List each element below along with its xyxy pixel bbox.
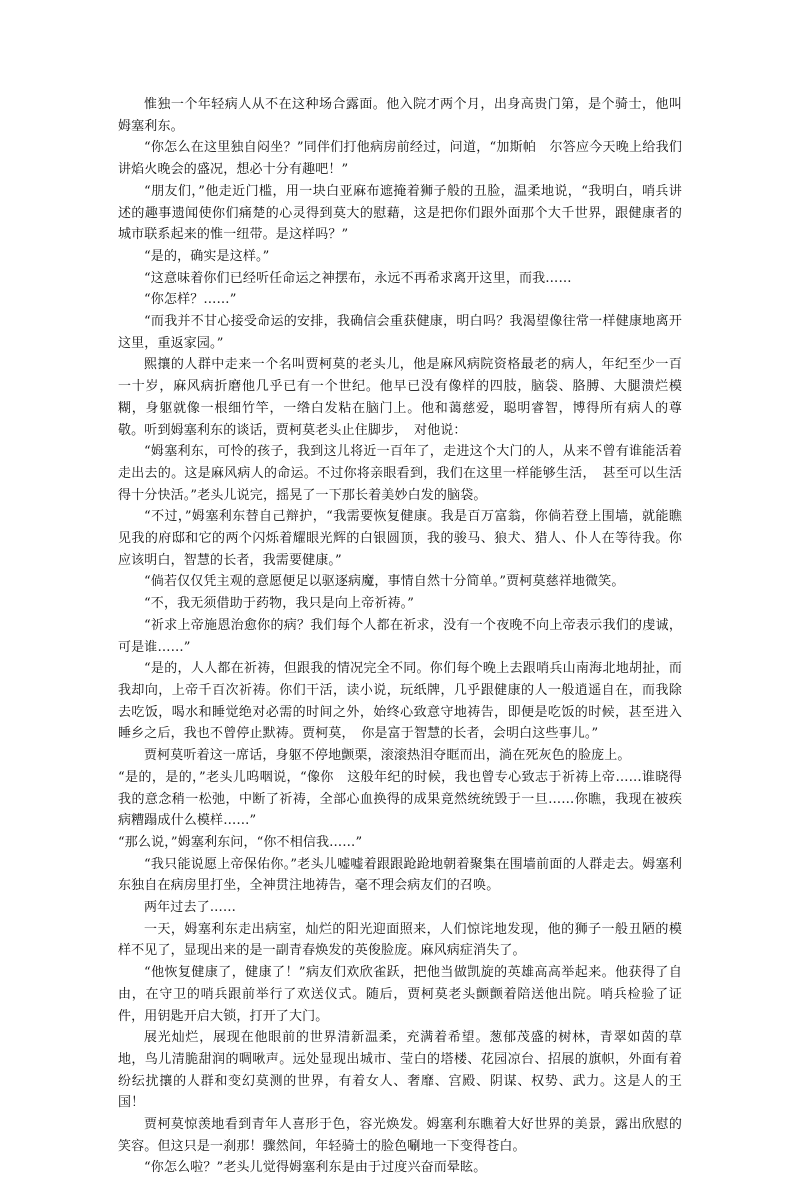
paragraph: “我只能说愿上帝保佑你。”老头儿嘘嘘着跟跟跄跄地朝着聚集在围墙前面的人群走去。姆塞利东独自在病房里打坐，全神贯注地祷告，毫不理会病友们的召唤。 [118,856,682,894]
paragraph: “朋友们，”他走近门槛，用一块白亚麻布遮掩着狮子般的丑脸，温柔地说，“我明白，哨兵讲述的趣事遗闻使你们痛楚的心灵得到莫大的慰藉，这是把你们跟外面那个大千世界，跟健康者的城市联系起来的惟一纽带。是这样吗？” [118,183,682,243]
paragraph: “你怎么在这里独自闷坐？”同伴们打他病房前经过，问道，“加斯帕 尔答应今天晚上给我们讲焰火晚会的盛况，想必十分有趣吧！” [118,140,682,178]
paragraph: “这意味着你们已经听任命运之神摆布，永远不再希求离开这里，而我…… [144,270,572,286]
paragraph: 两年过去了…… [144,900,237,916]
paragraph: “你怎样？……” [144,292,237,308]
paragraph: “不，我无须借助于药物，我只是向上帝祈祷。” [144,596,415,612]
paragraph: “姆塞利东，可怜的孩子，我到这儿将近一百年了，走进这个大门的人，从来不曾有谁能活着走出去的。这是麻风病人的命运。不过你将亲眼看到，我们在这里一样能够生活， 甚至可以生活得十分快活。”老头儿说完，摇晃了一下那长着美妙白发的脑袋。 [118,444,682,503]
paragraph: “你怎么啦？”老头儿觉得姆塞利东是由于过度兴奋而晕眩。 [144,1160,487,1176]
paragraph: “祈求上帝施恩治愈你的病？我们每个人都在祈求，没有一个夜晚不向上帝表示我们的虔诚，可是谁……” [118,617,682,655]
paragraph: “是的，人人都在祈祷，但跟我的情况完全不同。你们每个晚上去跟哨兵山南海北地胡扯，而我却向，上帝千百次祈祷。你们干活，读小说，玩纸牌，几乎跟健康的人一般逍遥自在，而我除去吃饭，喝水和睡觉绝对必需的时间之外，始终心致意守地祷告，即便是吃饭的时候，甚至进入睡乡之后，我也不曾停止默祷。贾柯莫， 你是富于智慧的长者，会明白这些事儿。” [118,661,682,742]
paragraph: “那么说，”姆塞利东问，“你不相信我……” [118,834,363,850]
paragraph: “是的，确实是这样。” [144,248,270,264]
paragraph: “而我并不甘心接受命运的安排，我确信会重获健康，明白吗？我渴望像往常一样健康地离开这里，重返家园。” [118,314,682,351]
story-text [118,94,682,1179]
paragraph: “他恢复健康了，健康了！”病友们欢欣雀跃，把他当做凯旋的英雄高高举起来。他获得了自由，在守卫的哨兵跟前举行了欢送仪式。随后，贾柯莫老头颤颤着陪送他出院。哨兵检验了证件，用钥匙开启大锁，打开了大门。 [118,965,682,1024]
paragraph: 惟独一个年轻病人从不在这种场合露面。他入院才两个月，出身高贵门第，是个骑士，他叫姆塞利东。 [118,97,682,134]
paragraph: 展光灿烂，展现在他眼前的世界清新温柔，充满着希望。葱郁茂盛的树林，青翠如茵的草地，鸟儿清脆甜润的啁啾声。远处显现出城市、莹白的塔楼、花园凉台、招展的旗帜，外面有着纷纭扰攘的人群和变幻莫测的世界，有着女人、奢靡、宫殿、阴谋、权势、武力。这是人的王国！ [118,1030,682,1111]
paragraph: 贾柯莫听着这一席话，身躯不停地颤栗，滚滚热泪夺眶而出，淌在死灰色的脸庞上。 [144,748,631,764]
paragraph: “不过，”姆塞利东替自己辩护，“我需要恢复健康。我是百万富翁，你倘若登上围墙，就能瞧见我的府邸和它的两个闪烁着耀眼光辉的白银圆顶，我的骏马、狼犬、猎人、仆人在等待我。你应该明白，智慧的长者，我需要健康。” [118,509,682,568]
paragraph: “倘若仅仅凭主观的意愿便足以驱逐病魔，事情自然十分简单。”贾柯莫慈祥地微笑。 [144,574,625,590]
paragraph: “是的，是的，”老头儿呜咽说，“像你 这般年纪的时候，我也曾专心致志于祈祷上帝……谁晓得我的意念稍一松弛，中断了祈祷，全部心血换得的成果竟然统统毁于一旦……你瞧，我现在被疾病糟蹋成什么模样……” [118,769,682,829]
paragraph: 一天，姆塞利东走出病室，灿烂的阳光迎面照来，人们惊诧地发现，他的狮子一般丑陋的模样不见了，显现出来的是一副青春焕发的英俊脸庞。麻风病症消失了。 [118,921,682,959]
paragraph: 贾柯莫惊羡地看到青年人喜形于色，容光焕发。姆塞利东瞧着大好世界的美景，露出欣慰的笑容。但这只是一刹那！骤然间，年轻骑士的脸色唰地一下变得苍白。 [118,1117,682,1154]
paragraph: 熙攘的人群中走来一个名叫贾柯莫的老头儿，他是麻风病院资格最老的病人，年纪至少一百一十岁，麻风病折磨他几乎已有一个世纪。他早已没有像样的四肢，脑袋、胳膊、大腿溃烂模糊，身躯就像一根细竹竿，一绺白发粘在脑门上。他和蔼慈爱，聪明睿智，博得所有病人的尊敬。听到姆塞利东的谈话，贾柯莫老头止住脚步， 对他说： [118,357,682,438]
